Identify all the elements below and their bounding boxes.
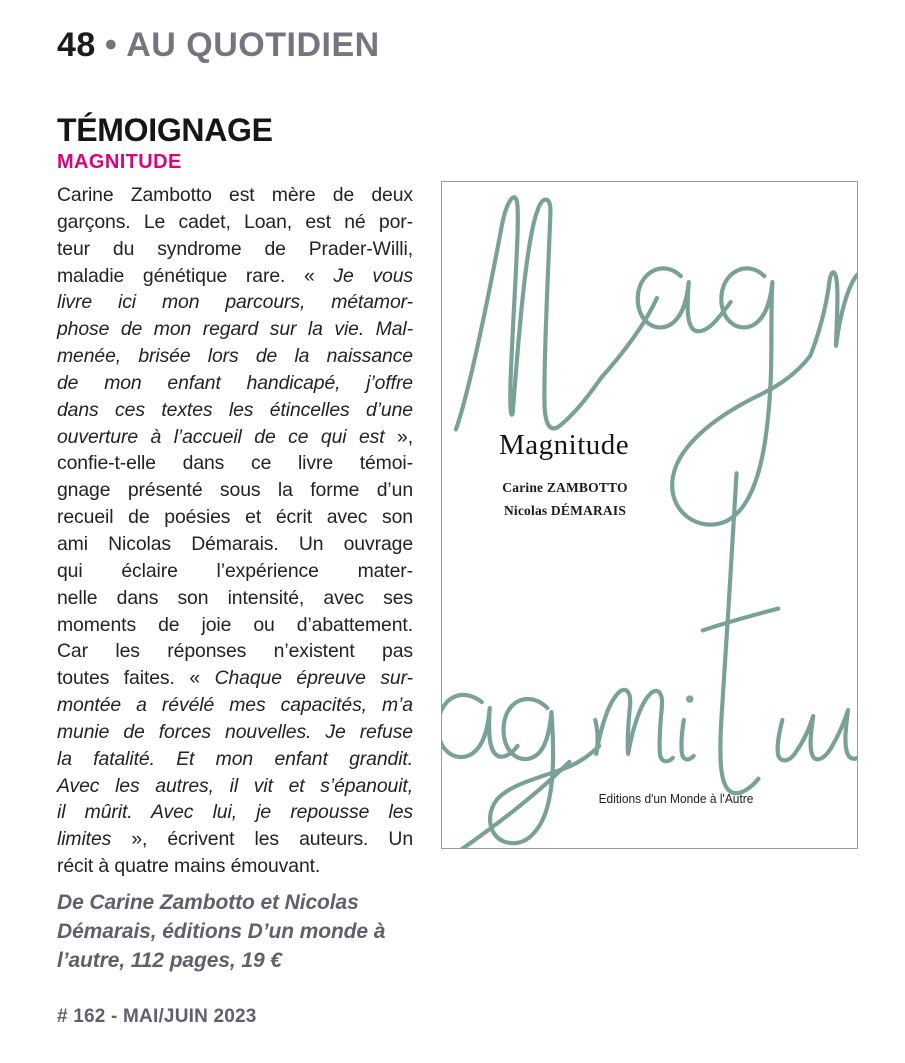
book-cover bbox=[441, 181, 858, 849]
body-line bbox=[57, 182, 413, 209]
quote-italic-segment: Avec les autres, il vit et s’épanouit, bbox=[57, 774, 413, 797]
quote-italic-segment: dans ces textes les étincelles d’une bbox=[57, 398, 413, 421]
text-segment: teur du syndrome de Prader-Willi, bbox=[57, 237, 413, 260]
article-title: MAGNITUDE bbox=[57, 151, 182, 173]
quote-italic-segment: montée a révélé mes capacités, m’a bbox=[57, 694, 413, 717]
body-line bbox=[57, 397, 413, 424]
body-line bbox=[57, 692, 413, 719]
text-segment: garçons. Le cadet, Loan, est né por- bbox=[57, 210, 413, 233]
body-line bbox=[57, 343, 413, 370]
quote-italic-segment: de mon enfant handicapé, j’offre bbox=[57, 371, 413, 394]
body-line bbox=[57, 558, 413, 585]
body-line bbox=[57, 504, 413, 531]
quote-italic-segment: limites bbox=[57, 828, 112, 851]
text-segment: qui éclaire l’expérience mater- bbox=[57, 559, 413, 582]
body-line bbox=[57, 263, 413, 290]
credit-block bbox=[57, 888, 427, 975]
cover-author-line: Nicolas DÉMARAIS bbox=[503, 503, 627, 518]
body-line bbox=[57, 316, 413, 343]
text-segment: confie-t-elle dans ce livre témoi- bbox=[57, 452, 413, 475]
text-segment: recueil de poésies et écrit avec son bbox=[57, 506, 413, 529]
text-segment: nelle dans son intensité, avec ses bbox=[57, 586, 413, 609]
text-segment: », écrivent les auteurs. Un bbox=[111, 828, 413, 851]
text-segment: gnage présenté sous la forme d’un bbox=[57, 479, 413, 502]
article-kicker: TÉMOIGNAGE bbox=[57, 112, 273, 148]
body-line bbox=[57, 450, 413, 477]
quote-italic-segment: il mûrit. Avec lui, je repousse les bbox=[57, 801, 413, 824]
body-line bbox=[57, 826, 413, 853]
body-line bbox=[57, 799, 413, 826]
text-segment: moments de joie ou d’abattement. bbox=[57, 613, 413, 636]
quote-italic-segment: Chaque épreuve sur- bbox=[214, 667, 413, 690]
body-line bbox=[57, 477, 413, 504]
body-line bbox=[57, 209, 413, 236]
body-line bbox=[57, 665, 413, 692]
body-line bbox=[57, 289, 413, 316]
body-line bbox=[57, 612, 413, 639]
section-title: AU QUOTIDIEN bbox=[126, 26, 380, 64]
body-line bbox=[57, 236, 413, 263]
text-segment: récit à quatre mains émouvant. bbox=[57, 855, 321, 878]
quote-italic-segment: menée, brisée lors de la naissance bbox=[57, 345, 413, 368]
quote-italic-segment: phose de mon regard sur la vie. Mal- bbox=[57, 318, 413, 341]
text-segment: toutes faites. « bbox=[57, 667, 215, 690]
page-number: 48 bbox=[57, 26, 96, 64]
quote-italic-segment: Je vous bbox=[333, 264, 413, 287]
body-text bbox=[57, 182, 413, 880]
body-line bbox=[57, 585, 413, 612]
body-line bbox=[57, 424, 413, 451]
quote-italic-segment: munie de forces nouvelles. Je refuse bbox=[57, 720, 413, 743]
quote-italic-segment: la fatalité. Et mon enfant grandit. bbox=[57, 747, 413, 770]
text-segment: maladie génétique rare. « bbox=[57, 264, 334, 287]
body-line bbox=[57, 638, 413, 665]
quote-italic-segment: ouverture à l’accueil de ce qui est bbox=[57, 425, 385, 448]
body-line bbox=[57, 773, 413, 800]
body-line bbox=[57, 719, 413, 746]
text-segment: Carine Zambotto est mère de deux bbox=[57, 184, 413, 206]
credit-line: Démarais, éditions D’un monde à bbox=[57, 920, 386, 943]
issue-footer: # 162 - MAI/JUIN 2023 bbox=[57, 1006, 257, 1027]
body-line bbox=[57, 531, 413, 558]
quote-italic-segment: livre ici mon parcours, métamor- bbox=[57, 291, 413, 314]
page-header bbox=[57, 26, 380, 65]
cover-authors bbox=[460, 476, 670, 522]
credit-line: l’autre, 112 pages, 19 € bbox=[57, 949, 282, 972]
text-segment: », bbox=[384, 425, 413, 448]
body-line bbox=[57, 746, 413, 773]
header-bullet-separator: • bbox=[104, 26, 118, 64]
cover-book-title: Magnitude bbox=[499, 429, 630, 461]
text-segment: ami Nicolas Démarais. Un ouvrage bbox=[57, 532, 413, 555]
credit-line: De Carine Zambotto et Nicolas bbox=[57, 891, 359, 914]
text-segment: Car les réponses n’existent pas bbox=[57, 640, 413, 663]
body-line bbox=[57, 370, 413, 397]
cover-author-line: Carine ZAMBOTTO bbox=[502, 480, 628, 495]
body-line bbox=[57, 853, 413, 880]
cover-publisher: Editions d'un Monde à l'Autre bbox=[598, 791, 754, 806]
